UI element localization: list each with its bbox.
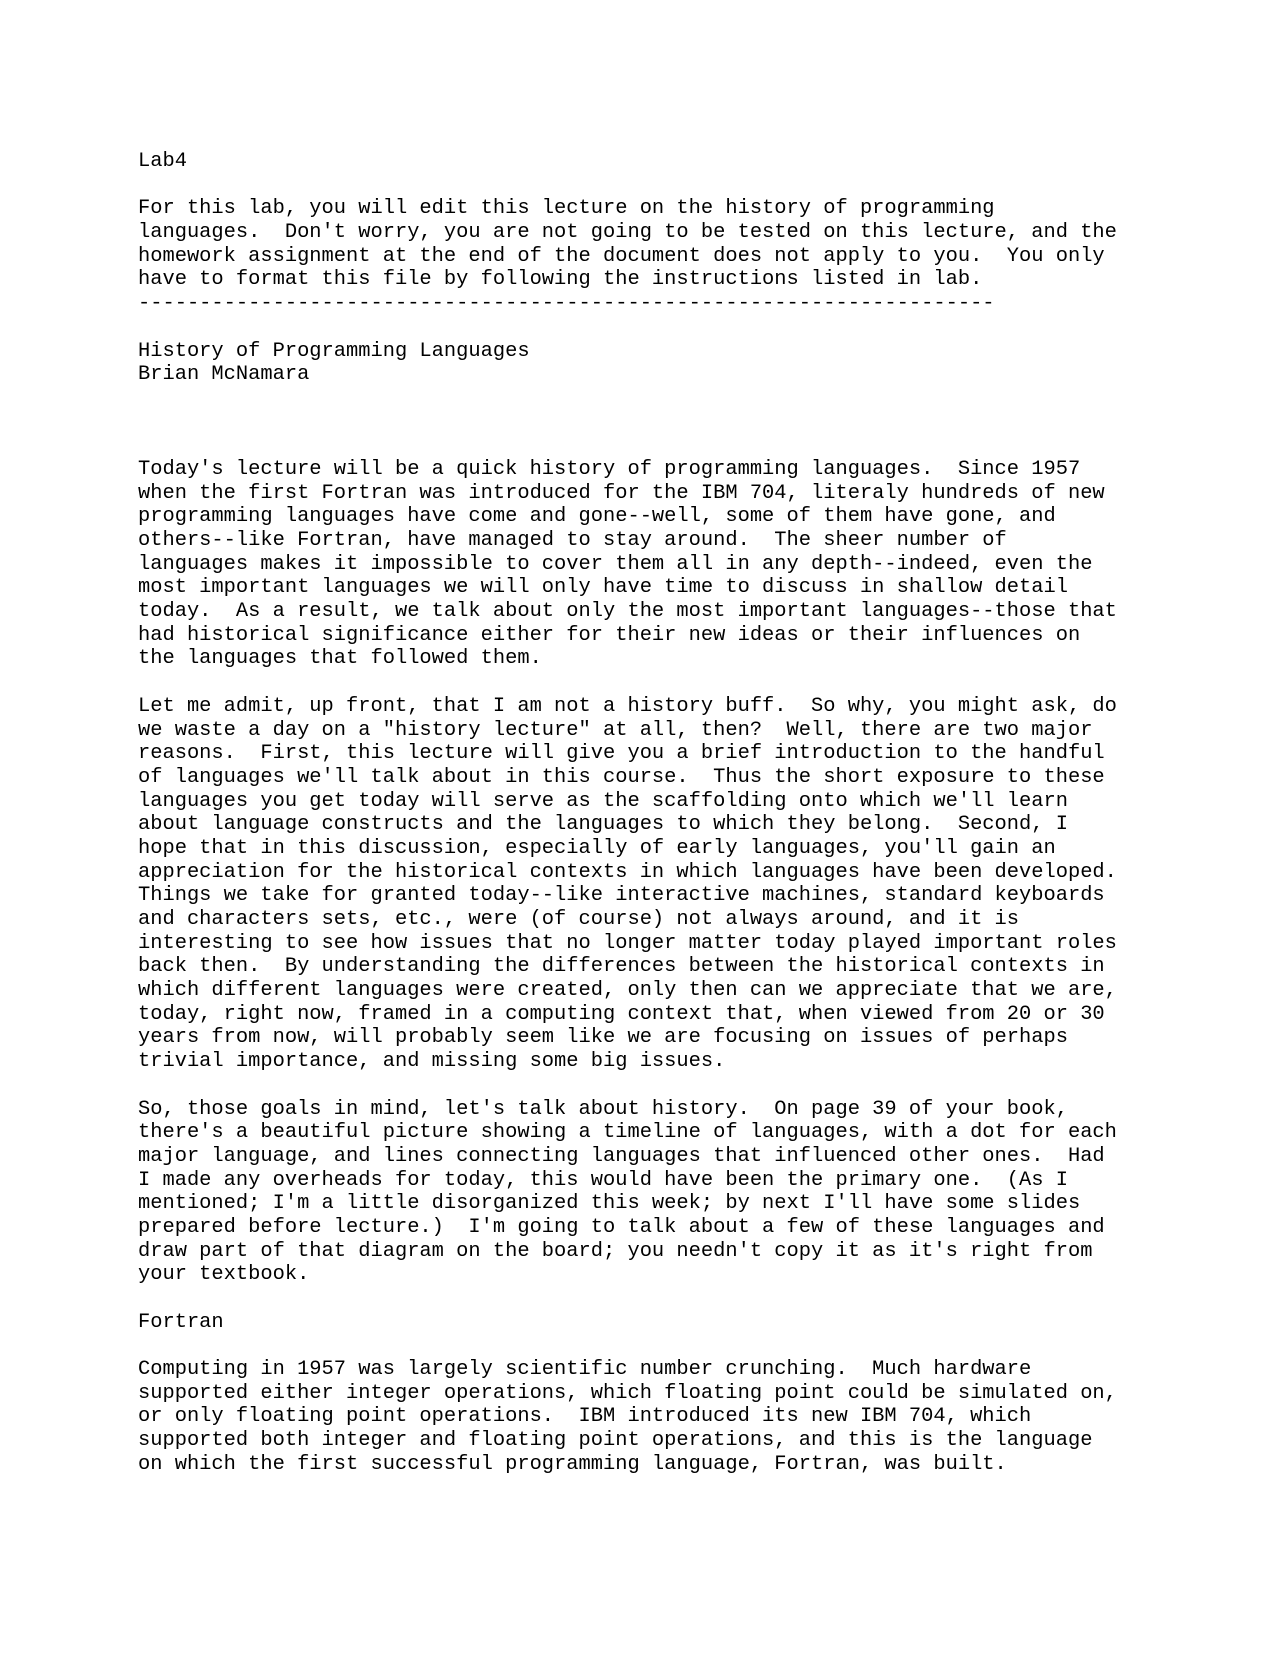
paragraph-4 <box>138 1358 1148 1476</box>
text-line: Today's lecture will be a quick history of programming languages. Since 1957 <box>138 457 1081 481</box>
text-line: the languages that followed them. <box>138 647 542 671</box>
text-line: or only floating point operations. IBM introduced its new IBM 704, which <box>138 1405 1032 1429</box>
text-line: reasons. First, this lecture will give you a brief introduction to the handful <box>138 742 1105 766</box>
text-line: years from now, will probably seem like we are focusing on issues of perhaps <box>138 1026 1068 1050</box>
text-line: on which the first successful programming language, Fortran, was built. <box>138 1452 1007 1476</box>
text-line: your textbook. <box>138 1263 310 1287</box>
text-line: prepared before lecture.) I'm going to talk about a few of these languages and <box>138 1215 1105 1239</box>
lecture-title: History of Programming Languages <box>138 339 530 363</box>
text-line: programming languages have come and gone--well, some of them have gone, and <box>138 505 1056 529</box>
text-line: supported either integer operations, which floating point could be simulated on, <box>138 1381 1117 1405</box>
text-line: Things we take for granted today--like interactive machines, standard keyboards <box>138 884 1105 908</box>
text-line: there's a beautiful picture showing a timeline of languages, with a dot for each <box>138 1121 1117 1145</box>
document-page <box>138 150 1148 1477</box>
text-line: today, right now, framed in a computing context that, when viewed from 20 or 30 <box>138 1002 1105 1026</box>
text-line: about language constructs and the languages to which they belong. Second, I <box>138 813 1068 837</box>
text-line: For this lab, you will edit this lecture on the history of programming <box>138 197 995 221</box>
text-line: most important languages we will only have time to discuss in shallow detail <box>138 576 1068 600</box>
text-line: which different languages were created, only then can we appreciate that we are, <box>138 979 1117 1003</box>
text-line: languages you get today will serve as the scaffolding onto which we'll learn <box>138 789 1068 813</box>
paragraph-3 <box>138 1098 1148 1288</box>
text-line: Let me admit, up front, that I am not a history buff. So why, you might ask, do <box>138 694 1117 718</box>
text-line: homework assignment at the end of the document does not apply to you. You only <box>138 244 1105 268</box>
text-line: I made any overheads for today, this would have been the primary one. (As I <box>138 1168 1068 1192</box>
text-line: trivial importance, and missing some big issues. <box>138 1050 726 1074</box>
text-line: mentioned; I'm a little disorganized this week; by next I'll have some slides <box>138 1192 1081 1216</box>
separator-line: ---------------------------------------------------------------------- <box>138 292 995 316</box>
text-line: had historical significance either for their new ideas or their influences on <box>138 623 1081 647</box>
text-line: have to format this file by following the instructions listed in lab. <box>138 268 983 292</box>
lab-title: Lab4 <box>138 150 187 173</box>
text-line: interesting to see how issues that no longer matter today played important roles <box>138 931 1117 955</box>
text-line: appreciation for the historical contexts in which languages have been developed. <box>138 860 1117 884</box>
text-line: languages. Don't worry, you are not going to be tested on this lecture, and the <box>138 221 1117 245</box>
text-line: and characters sets, etc., were (of course) not always around, and it is <box>138 908 1020 932</box>
text-line: hope that in this discussion, especially of early languages, you'll gain an <box>138 836 1056 860</box>
intro-paragraph <box>138 197 1148 292</box>
text-line: of languages we'll talk about in this course. Thus the short exposure to these <box>138 765 1105 789</box>
text-line: we waste a day on a "history lecture" at all, then? Well, there are two major <box>138 718 1093 742</box>
text-line: So, those goals in mind, let's talk about history. On page 39 of your book, <box>138 1097 1068 1121</box>
paragraph-1 <box>138 458 1148 671</box>
text-line: when the first Fortran was introduced for the IBM 704, literaly hundreds of new <box>138 481 1105 505</box>
text-line: back then. By understanding the differences between the historical contexts in <box>138 955 1105 979</box>
paragraph-2 <box>138 695 1148 1074</box>
text-line: draw part of that diagram on the board; you needn't copy it as it's right from <box>138 1239 1093 1263</box>
text-line: major language, and lines connecting languages that influenced other ones. Had <box>138 1144 1105 1168</box>
text-line: Computing in 1957 was largely scientific number crunching. Much hardware <box>138 1358 1032 1382</box>
text-line: languages makes it impossible to cover them all in any depth--indeed, even the <box>138 552 1093 576</box>
text-line: others--like Fortran, have managed to stay around. The sheer number of <box>138 529 1007 553</box>
author-name: Brian McNamara <box>138 363 310 387</box>
text-line: supported both integer and floating point operations, and this is the language <box>138 1429 1093 1453</box>
section-heading-fortran: Fortran <box>138 1310 224 1334</box>
text-line: today. As a result, we talk about only the most important languages--those that <box>138 600 1117 624</box>
